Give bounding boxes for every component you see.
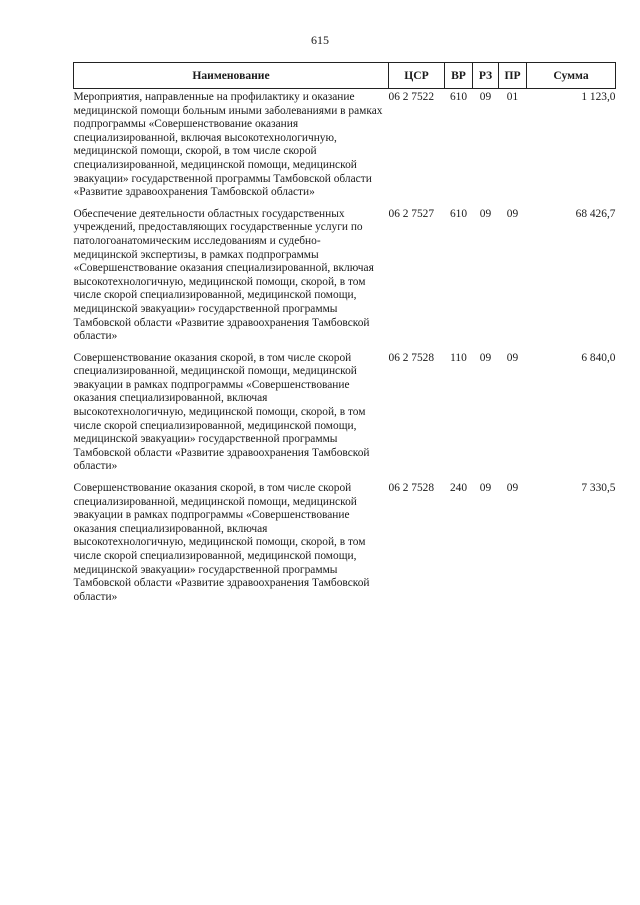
row-sum: 6 840,0 xyxy=(581,351,616,364)
table-row xyxy=(74,480,616,610)
row-name: Мероприятия, направленные на профилактику и оказание медицинской помощи больным иными заболеваниями в рамках подпрограммы «Совершенствование оказания специализированной, включая высокотехнологичную, медицинской помощи, скорой, в том числе скорой специализированной, медицинской помощи, медицинской эвакуации» государственной программы Тамбовской области «Развитие здравоохранения Тамбовской области» xyxy=(73,91,383,199)
row-rz: 09 xyxy=(479,91,492,103)
row-rz: 09 xyxy=(479,207,492,220)
row-pr: 09 xyxy=(506,351,519,364)
table-header xyxy=(74,63,616,89)
row-csr: 06 2 7528 xyxy=(388,482,435,495)
row-pr: 09 xyxy=(506,207,519,220)
header-vr: ВР xyxy=(445,63,473,89)
budget-table xyxy=(73,62,616,610)
row-csr: 06 2 7522 xyxy=(388,91,435,103)
header-csr: ЦСР xyxy=(389,63,445,89)
row-rz: 09 xyxy=(479,482,492,495)
row-vr: 110 xyxy=(450,351,467,364)
header-name: Наименование xyxy=(74,63,389,89)
row-name: Совершенствование оказания скорой, в том числе скорой специализированной, медицинской помощи, медицинской эвакуации в рамках подпрограммы «Совершенствование оказания специализированной, включая высокотехнологичную, медицинской помощи, скорой, в том числе скорой специализированной, медицинской помощи, медицинской эвакуации» государственной программы Тамбовской области «Развитие здравоохранения Тамбовской области» xyxy=(73,351,370,473)
table-body xyxy=(74,89,616,611)
header-pr: ПР xyxy=(499,63,527,89)
row-csr: 06 2 7527 xyxy=(388,207,435,220)
row-name: Совершенствование оказания скорой, в том числе скорой специализированной, медицинской помощи, медицинской эвакуации в рамках подпрограммы «Совершенствование оказания специализированной, включая высокотехнологичную, медицинской помощи, скорой, в том числе скорой специализированной, медицинской помощи, медицинской эвакуации» государственной программы Тамбовской области «Развитие здравоохранения Тамбовской области» xyxy=(73,482,370,603)
row-csr: 06 2 7528 xyxy=(388,351,435,364)
row-sum: 1 123,0 xyxy=(581,91,616,103)
row-pr: 01 xyxy=(506,91,519,103)
header-rz: РЗ xyxy=(473,63,499,89)
row-rz: 09 xyxy=(479,351,492,364)
page-number: 615 xyxy=(311,33,329,47)
table-row xyxy=(74,89,616,206)
header-sum: Сумма xyxy=(527,63,616,89)
row-vr: 610 xyxy=(449,207,468,220)
row-sum: 68 426,7 xyxy=(575,207,616,220)
row-vr: 610 xyxy=(449,91,468,103)
header-row xyxy=(74,63,616,89)
row-pr: 09 xyxy=(506,482,519,495)
table-row xyxy=(74,350,616,480)
row-name: Обеспечение деятельности областных государственных учреждений, предоставляющих государственные услуги по патологоанатомическим исследованиям и судебно-медицинской экспертизы, в рамках подпрограммы «Совершенствование оказания специализированной, включая высокотехнологичную, медицинской помощи, скорой, в том числе скорой специализированной, медицинской помощи, медицинской эвакуации» государственной программы Тамбовской области «Развитие здравоохранения Тамбовской области» xyxy=(73,207,374,343)
row-sum: 7 330,5 xyxy=(581,482,616,495)
table-row xyxy=(74,206,616,350)
row-vr: 240 xyxy=(449,482,468,495)
